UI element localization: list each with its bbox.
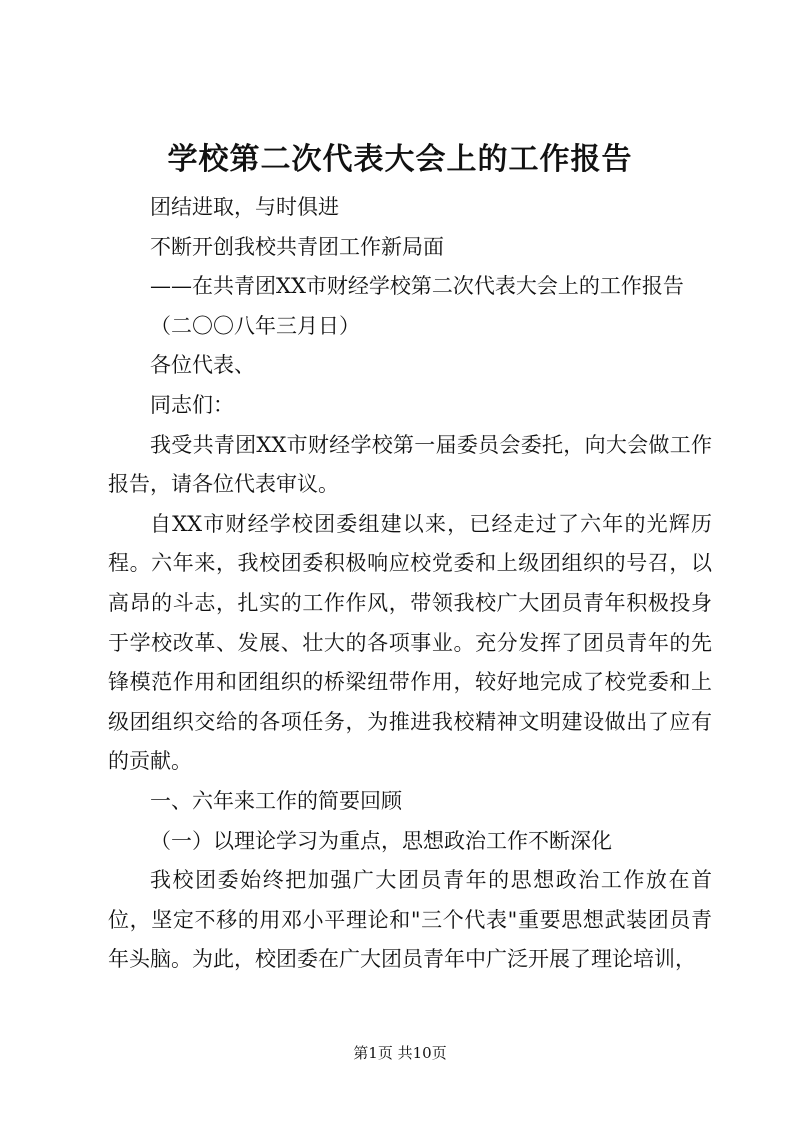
subsection-heading-theory: （一）以理论学习为重点，思想政治工作不断深化 bbox=[150, 828, 612, 853]
paragraph-subtitle: 不断开创我校共青团工作新局面 bbox=[150, 234, 444, 259]
paragraph-date: （二〇〇八年三月日） bbox=[150, 313, 360, 338]
page-footer: 第1页 共10页 bbox=[353, 1044, 447, 1062]
paragraph-report-source: ——在共青团XX市财经学校第二次代表大会上的工作报告 bbox=[150, 274, 684, 299]
section-heading-review: 一、六年来工作的简要回顾 bbox=[150, 788, 402, 813]
paragraph-salutation-comrades: 同志们： bbox=[150, 392, 234, 417]
document-title: 学校第二次代表大会上的工作报告 bbox=[167, 142, 633, 177]
paragraph-intro: 我受共青团XX市财经学校第一届委员会委托，向大会做工作报告，请各位代表审议。 bbox=[108, 432, 712, 497]
paragraph-history: 自XX市财经学校团委组建以来，已经走过了六年的光辉历程。六年来，我校团委积极响应校党委和上级团组织的号召，以高昂的斗志，扎实的工作作风，带领我校广大团员青年积极投身于学校改革、发展、壮大的各项事业。充分发挥了团员青年的先锋模范作用和团组织的桥梁纽带作用，较好地完成了校党委和上级团组织交给的各项任务，为推进我校精神文明建设做出了应有的贡献。 bbox=[108, 511, 712, 774]
paragraph-motto: 团结进取，与时俱进 bbox=[150, 195, 339, 219]
paragraph-ideology: 我校团委始终把加强广大团员青年的思想政治工作放在首位，坚定不移的用邓小平理论和"三个代表"重要思想武装团员青年头脑。为此，校团委在广大团员青年中广泛开展了理论培训， bbox=[108, 868, 712, 972]
document-body bbox=[108, 188, 712, 980]
paragraph-salutation-delegates: 各位代表、 bbox=[150, 353, 255, 378]
